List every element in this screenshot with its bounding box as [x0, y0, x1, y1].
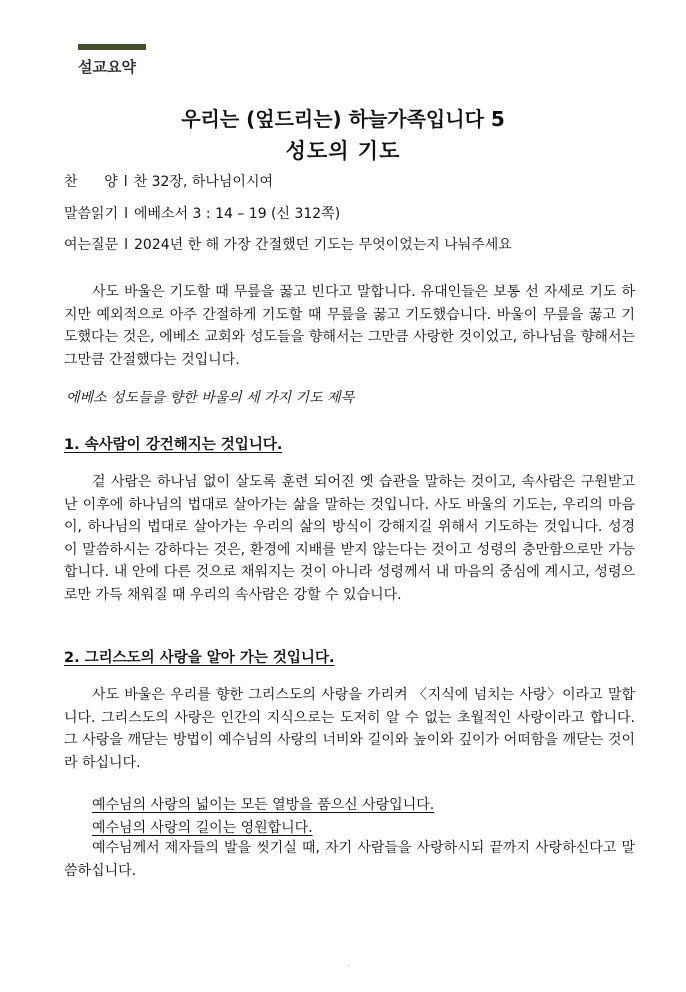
underlined-line-1: 예수님의 사랑의 넓이는 모든 열방을 품으신 사랑입니다.: [92, 797, 435, 813]
meta-separator: l: [124, 237, 128, 253]
logo-text: 설교요약: [78, 58, 136, 76]
section-body-2: 사도 바울은 우리를 향한 그리스도의 사랑을 가리켜 〈지식에 넘치는 사랑〉이라고 말합니다. 그리스도의 사랑은 인간의 지식으로는 도저히 알 수 없는 초월적인 사랑이라고 합니다. 그 사랑을 깨닫는 방법이 예수님의 사랑의 너비와 길이와 높이와 깊이가 어떠함을 깨닫는 것이라 하십니다.: [64, 687, 635, 771]
prayer-topics-subtitle: 에베소 성도들을 향한 바울의 세 가지 기도 제목: [66, 390, 355, 406]
meta-value: 에베소서 3 : 14 – 19 (신 312쪽): [134, 206, 341, 222]
sermon-subtitle: 성도의 기도: [285, 139, 401, 163]
section-heading-1: 1. 속사람이 강건해지는 것입니다.: [64, 437, 283, 453]
meta-separator: l: [124, 206, 128, 222]
section-body-1: 겉 사람은 하나님 없이 살도록 훈련 되어진 옛 습관을 말하는 것이고, 속사람은 구원받고 난 이후에 하나님의 법대로 살아가는 삶을 말하는 것입니다. 사도 바울의 기도는, 우리의 마음이, 하나님의 법대로 살아가는 우리의 삶의 방식이 강해지길 위해서 기도하는 것입니다. 성경이 말씀하시는 강하다는 것은, 환경에 지배를 받지 않는다는 것이고 성령의 충만함으로만 가능합니다. 내 안에 다른 것으로 채워지는 것이 아니라 성령께서 내 마음의 중심에 계시고, 성령으로만 가득 채워질 때 우리의 속사람은 강할 수 있습니다.: [64, 474, 635, 603]
meta-label: 여는질문: [64, 237, 119, 253]
meta-scripture: [64, 205, 340, 223]
logo-bar: [78, 44, 146, 50]
meta-value: 찬 32장, 하나님이시여: [133, 174, 273, 190]
underlined-line-2: 예수님의 사랑의 길이는 영원합니다.: [92, 820, 313, 836]
closing-paragraph: 예수님께서 제자들의 발을 씻기실 때, 자기 사람들을 사랑하시되 끝까지 사랑하신다고 말씀하십니다.: [64, 840, 635, 879]
meta-value: 2024년 한 해 가장 간절했던 기도는 무엇이었는지 나눠주세요: [134, 237, 512, 253]
sermon-summary-logo: [78, 44, 146, 77]
footer-mark: .: [348, 961, 350, 968]
meta-label: 찬 양: [64, 174, 118, 190]
meta-hymn: [64, 173, 273, 191]
meta-separator: l: [123, 174, 128, 190]
meta-opening-question: [64, 236, 512, 254]
meta-label: 말씀읽기: [64, 206, 119, 222]
sermon-title: 우리는 (엎드리는) 하늘가족입니다 5: [181, 107, 505, 131]
intro-paragraph: 사도 바울은 기도할 때 무릎을 꿇고 빈다고 말합니다. 유대인들은 보통 선 자세로 기도 하지만 예외적으로 아주 간절하게 기도할 때 무릎을 꿇고 기도했습니다. 바울이 무릎을 꿇고 기도했다는 것은, 에베소 교회와 성도들을 향해서는 그만큼 사랑한 것이었고, 하나님을 향해서는 그만큼 간절했다는 것입니다.: [64, 284, 635, 368]
section-heading-2: 2. 그리스도의 사랑을 알아 가는 것입니다.: [64, 650, 335, 666]
